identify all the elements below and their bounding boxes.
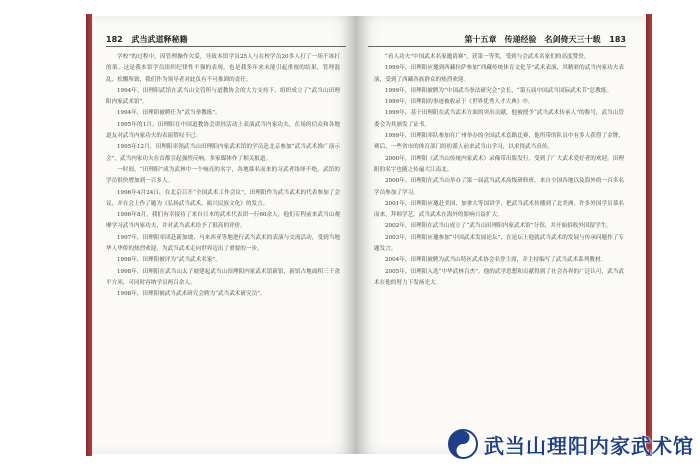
right-header-rule: [368, 46, 626, 47]
paragraph: 2000年，田理阳《武当山传统内家武术》录像带出版发行，受到了广大武术爱好者的欢迎，田理阳的名字也随之传遍大江南北。: [374, 155, 624, 173]
paragraph: 1995年的1月，田理阳在中国道教协会讲经活动上表演武当内家功夫，在场的信众和各地道友对武当内家功夫的表演赞叹不已。: [106, 121, 340, 140]
paragraph: 1995年12月，田理阳率领武当山田理阳内家武术馆的学员赴北京参加“武当武术推广演示会”，武当内家功夫在首都引起强烈反响，多家媒体作了相关报道。: [106, 144, 340, 162]
paragraph: 1999年，田理阳的事迹被收录于《世界优秀人才大典》中。: [385, 99, 534, 106]
paragraph: 2003年，田理阳应邀参加“中国武术发展论坛”，在论坛上他就武当武术的发展与传承问题作了专题发言。: [374, 234, 624, 253]
paragraph: 1998年，田理阳在武当山太子坡建起武当山田理阳内家武术馆新馆，新馆占地面积三千余平方米，可同时容纳学员两百余人。: [106, 268, 340, 286]
watermark-text: 武当山理阳内家武术馆: [484, 433, 694, 458]
left-page-number: 182: [106, 35, 123, 44]
paragraph: 1999年，基于田理阳在武当武术方面的突出贡献，他被授予“武当武术传承人”的称号，武当山管委会为其颁发了证书。: [374, 110, 624, 128]
paragraph: 1999年，田理阳率队参加在广州举办的全国武术套路比赛，他所带的队员中有多人获得了金牌，赛后，一些省市的体育部门纷纷派人前来武当山学习，以求得武当真传。: [374, 133, 624, 151]
paragraph: 一时间，“田理阳”成为武林中一个响亮的名字，各地慕名而来的习武者络绎不绝，武馆的学员很快增加到一百多人。: [106, 166, 340, 185]
paragraph: 学校”的过程中，因管理操作欠妥，导致本馆学员25人与在校学员20多人打了一场不该打的架。这是我本馆学员组织纪律性不强的表现，也是我多年来未能引起重视的结果，管理混乱、松懈所致，我们作为领导者对此负有不可推卸的责任。: [106, 54, 340, 83]
paragraph: 1994年，田理阳武馆在武当山文管所与道教协会的大力支持下，组织成立了“武当山田理阳内家武术馆”。: [106, 87, 340, 106]
paragraph: 1994年，田理阳被聘任为“武当拳教练”。: [117, 110, 221, 117]
left-page-header: [106, 34, 188, 45]
paragraph: 2004年，田理阳被聘为武当山特区武术协会名誉主席，并主持编写了武当武术系列教材。: [385, 257, 607, 264]
book-cover-edge-right: [646, 14, 652, 456]
paragraph: 1999年，田理阳被聘为“中国武当拳法研究会”会长，“第五届中国武当国际武术节”总教练。: [385, 87, 613, 94]
yin-yang-icon: [448, 429, 478, 459]
paragraph: 1998年，田理阳被评为“武当武术名家”。: [117, 257, 221, 264]
right-page-body: [374, 52, 624, 438]
left-header-rule: [106, 46, 346, 47]
left-page-body: [106, 52, 340, 438]
paragraph: 1996年4月24日，在北京召开“全国武术工作会议”，田理阳作为武当武术的代表参加了会议，并在会上作了题为《弘扬武当武术，振兴民族文化》的发言。: [106, 189, 340, 207]
paragraph: 2001年，田理阳应邀赴美国、加拿大等国讲学，把武当武术传播到了北美洲，许多外国学员慕名而来，拜师学艺，武当武术在海外的影响日益扩大。: [374, 200, 624, 219]
left-page: [92, 16, 356, 454]
paragraph: 1997年，田理阳率团赴新加坡、马来西亚等地进行武当武术的表演与交流活动，受到当地华人华侨的热烈欢迎，为武当武术走向世界迈出了重要的一步。: [106, 234, 340, 253]
right-page: [356, 16, 646, 454]
paragraph: 1996年8月，我们有幸接待了来自日本的武术代表团一行60余人，他们专程前来武当山观摩学习武当内家功夫，并对武当武术给予了很高的评价。: [106, 212, 340, 230]
right-page-title: 第十五章 传递经验 名剑倚天三十载: [464, 35, 601, 44]
paragraph: 1998年，田理阳被武当武术研究会聘为“武当武术研究员”。: [117, 291, 266, 298]
right-page-number: 183: [609, 35, 626, 44]
paragraph: “看人功夫”中国武术名家邀请赛”，获第一等奖，受到与会武术名家们的高度赞誉。: [385, 54, 590, 60]
watermark: [448, 427, 694, 461]
paragraph: 2002年，田理阳在武当山成立了“武当山田理阳内家武术馆”分馆，并开始招收外国留学生。: [385, 223, 612, 230]
paragraph: 1999年，田理阳应邀到西藏拉萨参加“西藏传统体育文化节”武术表演，其精彩的武当内家功夫表演，受到了西藏各族群众的热烈欢迎。: [374, 65, 624, 83]
left-page-title: 武当武道释秘籍: [131, 35, 188, 44]
paragraph: 2000年，田理阳在武当山举办了第一届武当武术高级研修班，来自全国各地以及海外的一百多名学员参加了学习。: [374, 178, 624, 196]
paragraph: 2005年，田理阳入选“中华武林百杰”，他的武学思想和贡献得到了社会各界的广泛认可，武当武术在他的努力下发扬光大。: [374, 268, 624, 286]
right-page-header: [465, 34, 627, 45]
